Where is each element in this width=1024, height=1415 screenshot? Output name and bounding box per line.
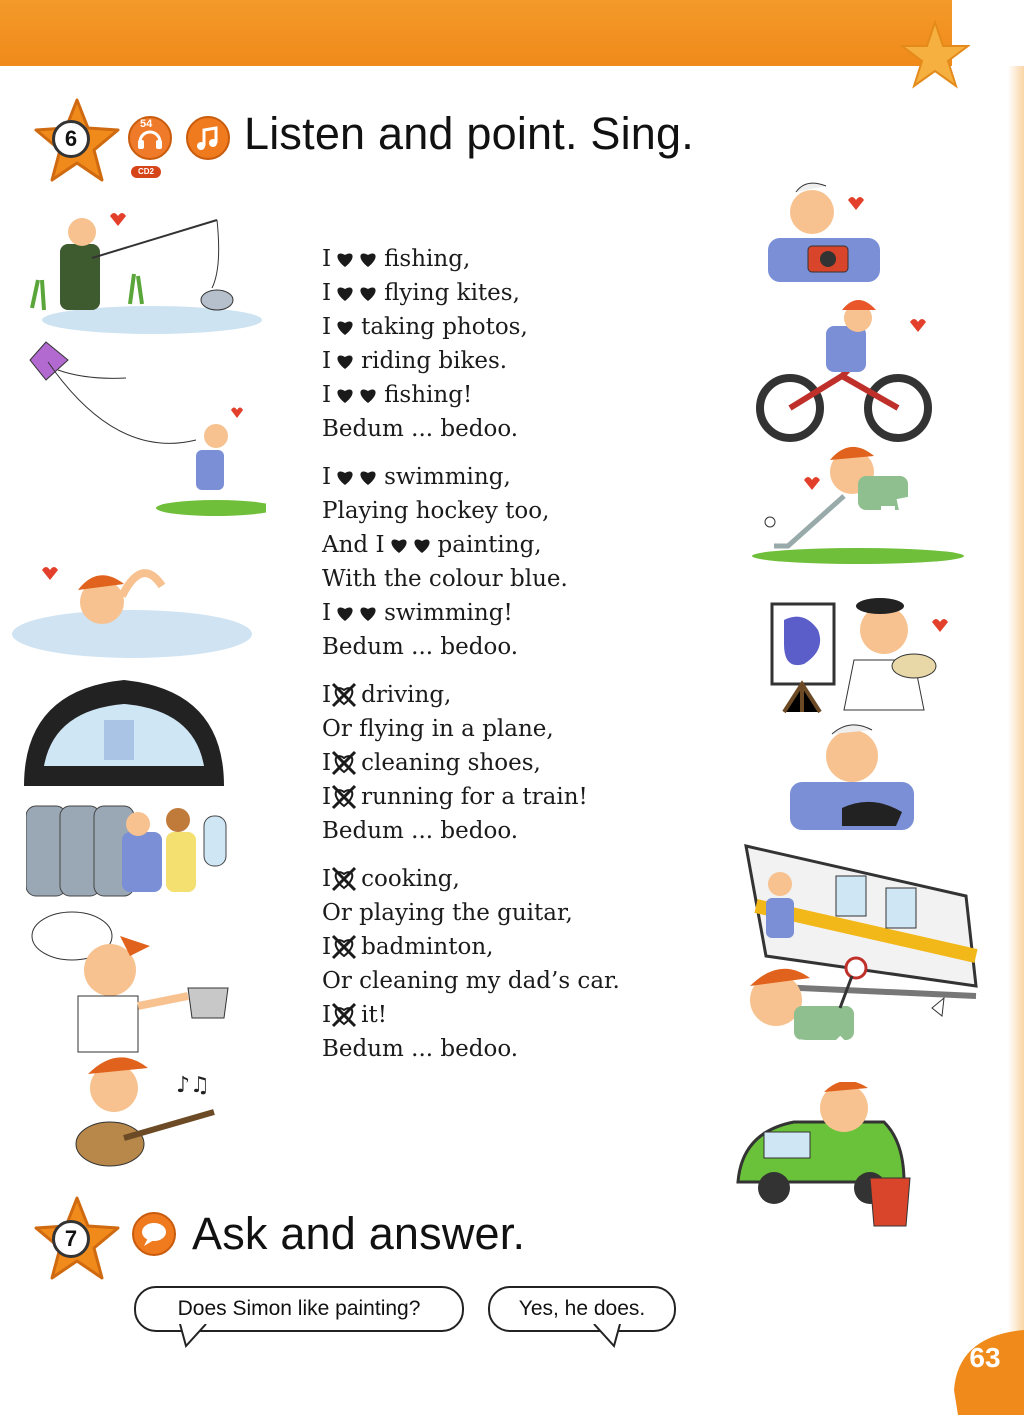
song-line-text: With the colour blue.	[322, 566, 568, 592]
song-line	[322, 814, 682, 848]
song-line-text: driving,	[361, 682, 452, 708]
song-line-text: painting,	[437, 532, 542, 558]
song-line-text: Bedum ... bedoo.	[322, 818, 519, 844]
heart-icon	[358, 250, 378, 268]
song-stanza	[322, 678, 682, 848]
song-line	[322, 930, 682, 964]
speech-bubble-icon[interactable]	[132, 1212, 176, 1256]
song-line-prefix: I	[322, 348, 332, 374]
song-line-text: Or playing the guitar,	[322, 900, 573, 926]
like-symbol	[335, 604, 378, 622]
song-line	[322, 596, 682, 630]
song-line	[322, 630, 682, 664]
song-stanza	[322, 460, 682, 664]
star-icon	[900, 20, 970, 90]
song-line-prefix: I	[322, 750, 332, 776]
song-line-prefix: I	[322, 246, 332, 272]
song-line	[322, 310, 682, 344]
heart-icon	[412, 536, 432, 554]
song-line-prefix: I	[322, 600, 332, 626]
heart-icon	[358, 386, 378, 404]
song-line	[322, 712, 682, 746]
music-note-icon[interactable]	[186, 116, 230, 160]
song-line-prefix: I	[322, 784, 332, 810]
svg-text:♪♫: ♪♫	[176, 1073, 210, 1098]
crossed-heart-icon	[331, 750, 357, 776]
song-line-prefix: I	[322, 1002, 332, 1028]
crossed-heart-icon	[331, 1002, 357, 1028]
top-banner	[0, 0, 952, 66]
fishing-illustration	[22, 208, 262, 338]
song-line-text: cleaning shoes,	[361, 750, 541, 776]
song-line-prefix: I	[322, 464, 332, 490]
like-symbol	[335, 468, 378, 486]
heart-icon	[335, 352, 355, 370]
like-symbol	[335, 318, 355, 336]
like-symbol	[335, 386, 378, 404]
heart-icon	[358, 604, 378, 622]
song-line-text: it!	[361, 1002, 387, 1028]
song-line-prefix: I	[322, 866, 332, 892]
page-edge	[1008, 66, 1024, 1415]
song-line	[322, 344, 682, 378]
song-line	[322, 998, 682, 1032]
song-line	[322, 562, 682, 596]
song-line-text: Playing hockey too,	[322, 498, 550, 524]
song-line-text: riding bikes.	[361, 348, 508, 374]
activity-number-6: 6	[52, 120, 90, 158]
like-symbol	[335, 284, 378, 302]
track-number: 54	[140, 118, 153, 130]
flying-plane-illustration	[26, 796, 236, 920]
heart-icon	[335, 604, 355, 622]
song-line-text: Or cleaning my dad’s car.	[322, 968, 620, 994]
cleaning-car-illustration	[734, 1082, 944, 1228]
heart-icon	[358, 284, 378, 302]
song-line-prefix: I	[322, 682, 332, 708]
song-line-prefix: I	[322, 382, 332, 408]
taking-photos-illustration	[756, 182, 896, 288]
song-line-text: Bedum ... bedoo.	[322, 1036, 519, 1062]
page-number: 63	[969, 1342, 1001, 1373]
heart-icon	[335, 284, 355, 302]
song-line	[322, 378, 682, 412]
heart-icon	[335, 318, 355, 336]
song-line	[322, 862, 682, 896]
like-symbol	[331, 682, 357, 708]
heart-icon	[335, 386, 355, 404]
song-line-text: Bedum ... bedoo.	[322, 634, 519, 660]
painting-illustration	[764, 590, 954, 716]
heart-icon	[335, 468, 355, 486]
song-line-text: Bedum ... bedoo.	[322, 416, 519, 442]
song-line-text: badminton,	[361, 934, 494, 960]
question-bubble-tail	[176, 1324, 216, 1350]
playing-hockey-illustration	[748, 446, 968, 566]
driving-illustration	[14, 670, 234, 794]
song-line	[322, 412, 682, 446]
song-line	[322, 1032, 682, 1066]
song-line	[322, 528, 682, 562]
crossed-heart-icon	[331, 934, 357, 960]
song-line-prefix: I	[322, 934, 332, 960]
cleaning-shoes-illustration	[782, 722, 932, 838]
crossed-heart-icon	[331, 866, 357, 892]
crossed-heart-icon	[331, 682, 357, 708]
song-line-text: fishing,	[384, 246, 471, 272]
song-line	[322, 460, 682, 494]
activity-number-7: 7	[52, 1220, 90, 1258]
activity-title-6: Listen and point. Sing.	[244, 108, 694, 159]
like-symbol	[335, 250, 378, 268]
song-line	[322, 964, 682, 998]
song-line-text: Or flying in a plane,	[322, 716, 554, 742]
song-line	[322, 896, 682, 930]
song-line	[322, 276, 682, 310]
cooking-illustration	[22, 906, 242, 1058]
heart-icon	[389, 536, 409, 554]
song-line	[322, 242, 682, 276]
question-text: Does Simon like painting?	[177, 1297, 421, 1320]
song-line-prefix: And I	[322, 532, 385, 558]
like-symbol	[331, 750, 357, 776]
riding-bike-illustration	[742, 296, 938, 446]
like-symbol	[335, 352, 355, 370]
heart-icon	[335, 250, 355, 268]
song-line-text: swimming!	[384, 600, 513, 626]
heart-icon	[358, 468, 378, 486]
song-line-text: running for a train!	[361, 784, 588, 810]
song-line-prefix: I	[322, 280, 332, 306]
badminton-illustration	[736, 956, 952, 1086]
song-line-text: cooking,	[361, 866, 460, 892]
song-line-text: taking photos,	[361, 314, 528, 340]
crossed-heart-icon	[331, 784, 357, 810]
song-line-text: swimming,	[384, 464, 511, 490]
song-line	[322, 678, 682, 712]
like-symbol	[331, 1002, 357, 1028]
song-stanza	[322, 862, 682, 1066]
answer-bubble	[488, 1286, 676, 1332]
song-line	[322, 494, 682, 528]
song-line-text: fishing!	[384, 382, 473, 408]
flying-kite-illustration	[26, 340, 266, 520]
like-symbol	[331, 784, 357, 810]
song-stanza	[322, 242, 682, 446]
like-symbol	[331, 934, 357, 960]
song-line-text: flying kites,	[384, 280, 520, 306]
song-line-prefix: I	[322, 314, 332, 340]
answer-text: Yes, he does.	[518, 1297, 646, 1320]
like-symbol	[389, 536, 432, 554]
cd-label: CD2	[131, 166, 161, 178]
swimming-illustration	[12, 556, 272, 666]
song-lyrics	[322, 242, 682, 1080]
song-line	[322, 780, 682, 814]
playing-guitar-illustration	[64, 1052, 224, 1172]
activity-title-7: Ask and answer.	[192, 1208, 526, 1259]
like-symbol	[331, 866, 357, 892]
answer-bubble-tail	[590, 1324, 630, 1350]
song-line	[322, 746, 682, 780]
